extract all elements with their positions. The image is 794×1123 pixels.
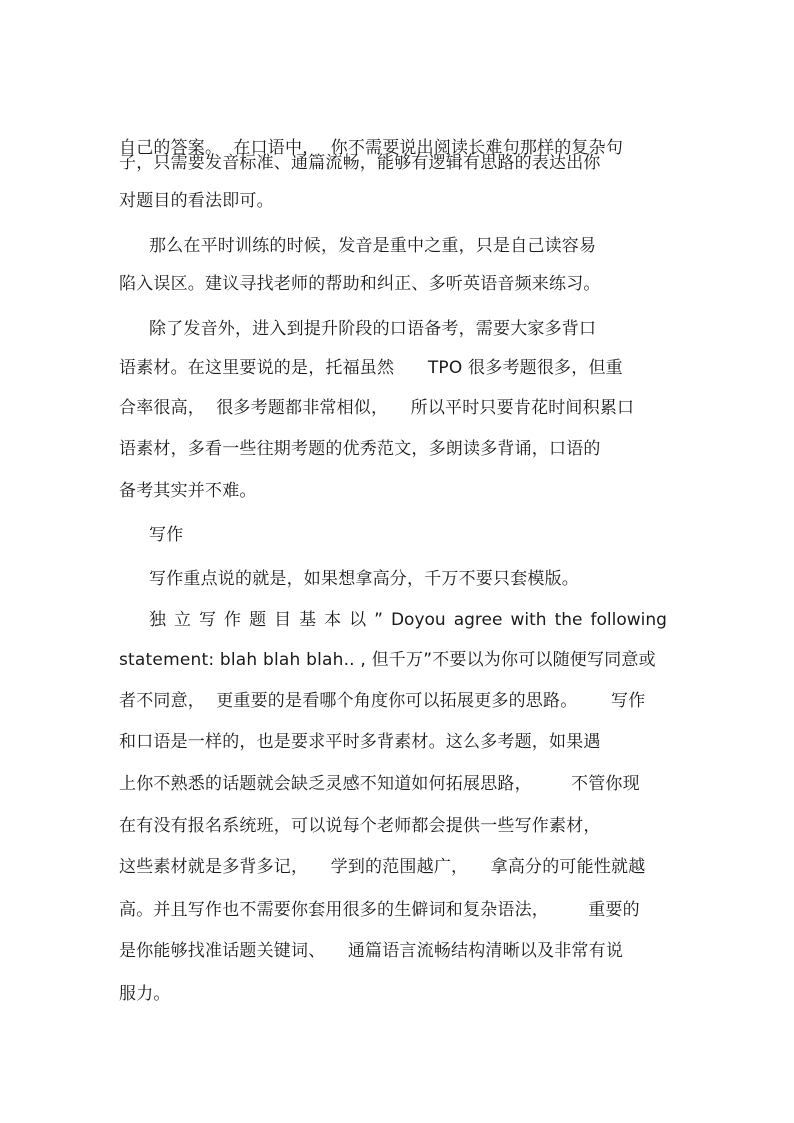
section-heading: 写作 [149, 525, 184, 545]
text-part: ” [374, 610, 383, 630]
text-line: 高。并且写作也不需要你套用很多的生僻词和复杂语法， 重要的 [119, 900, 640, 920]
text-part: agree [453, 610, 503, 630]
text-line: statement: blah blah blah.. , 但千万”不要以为你可以随便写同意或 [119, 650, 656, 670]
text-line: 上你不熟悉的话题就会缺乏灵感不知道如何拓展思路， 不管你现 [119, 774, 640, 794]
text-line: 对题目的看法即可。 [119, 191, 274, 211]
text-line: 自己的答案。 在口语中， 你不需要说出阅读长难句那样的复杂句 [119, 138, 624, 158]
text-part: 题 [249, 610, 267, 630]
text-part: 基 [299, 610, 317, 630]
text-line: 者不同意， 更重要的是看哪个角度你可以拓展更多的思路。 写作 [119, 691, 646, 711]
text-part: 本 [324, 610, 342, 630]
text-line: 合率很高， 很多考题都非常相似， 所以平时只要肯花时间积累口 [119, 398, 635, 418]
text-part: 立 [174, 610, 192, 630]
text-part: with [510, 610, 547, 630]
text-part: 目 [274, 610, 292, 630]
text-part: 写 [199, 610, 217, 630]
text-part: 独 [149, 610, 166, 630]
text-part: the [554, 610, 583, 630]
text-part: 以 [349, 610, 367, 630]
text-line: 在有没有报名系统班，可以说每个老师都会提供一些写作素材， [119, 816, 601, 836]
text-line: 这些素材就是多背多记， 学到的范围越广， 拿高分的可能性就越 [119, 857, 646, 877]
text-line: 和口语是一样的，也是要求平时多背素材。这么多考题，如果遇 [119, 732, 601, 752]
text-part: Doyou [390, 610, 446, 630]
text-part: following [590, 610, 667, 630]
text-line: 语素材。在这里要说的是，托福虽然 TPO 很多考题很多，但重 [119, 358, 623, 378]
text-part: 作 [224, 610, 242, 630]
text-line: 备考其实并不难。 [119, 481, 257, 501]
text-line: 是你能够找准话题关键词、 通篇语言流畅结构清晰以及非常有说 [119, 941, 624, 961]
text-line: 子，只需要发音标准、通篇流畅，能够有逻辑有思路的表达出你 [119, 153, 601, 173]
text-line: 那么在平时训练的时候，发音是重中之重，只是自己读容易 [149, 236, 597, 256]
text-line: 陷入误区。建议寻找老师的帮助和纠正、多听英语音频来练习。 [119, 274, 601, 294]
text-line: 服力。 [119, 984, 171, 1004]
text-line: 写作重点说的就是，如果想拿高分，千万不要只套模版。 [149, 569, 579, 589]
justified-text-line [149, 609, 667, 631]
text-line: 语素材，多看一些往期考题的优秀范文，多朗读多背诵，口语的 [119, 439, 601, 459]
text-line: 除了发音外，进入到提升阶段的口语备考，需要大家多背口 [149, 319, 597, 339]
